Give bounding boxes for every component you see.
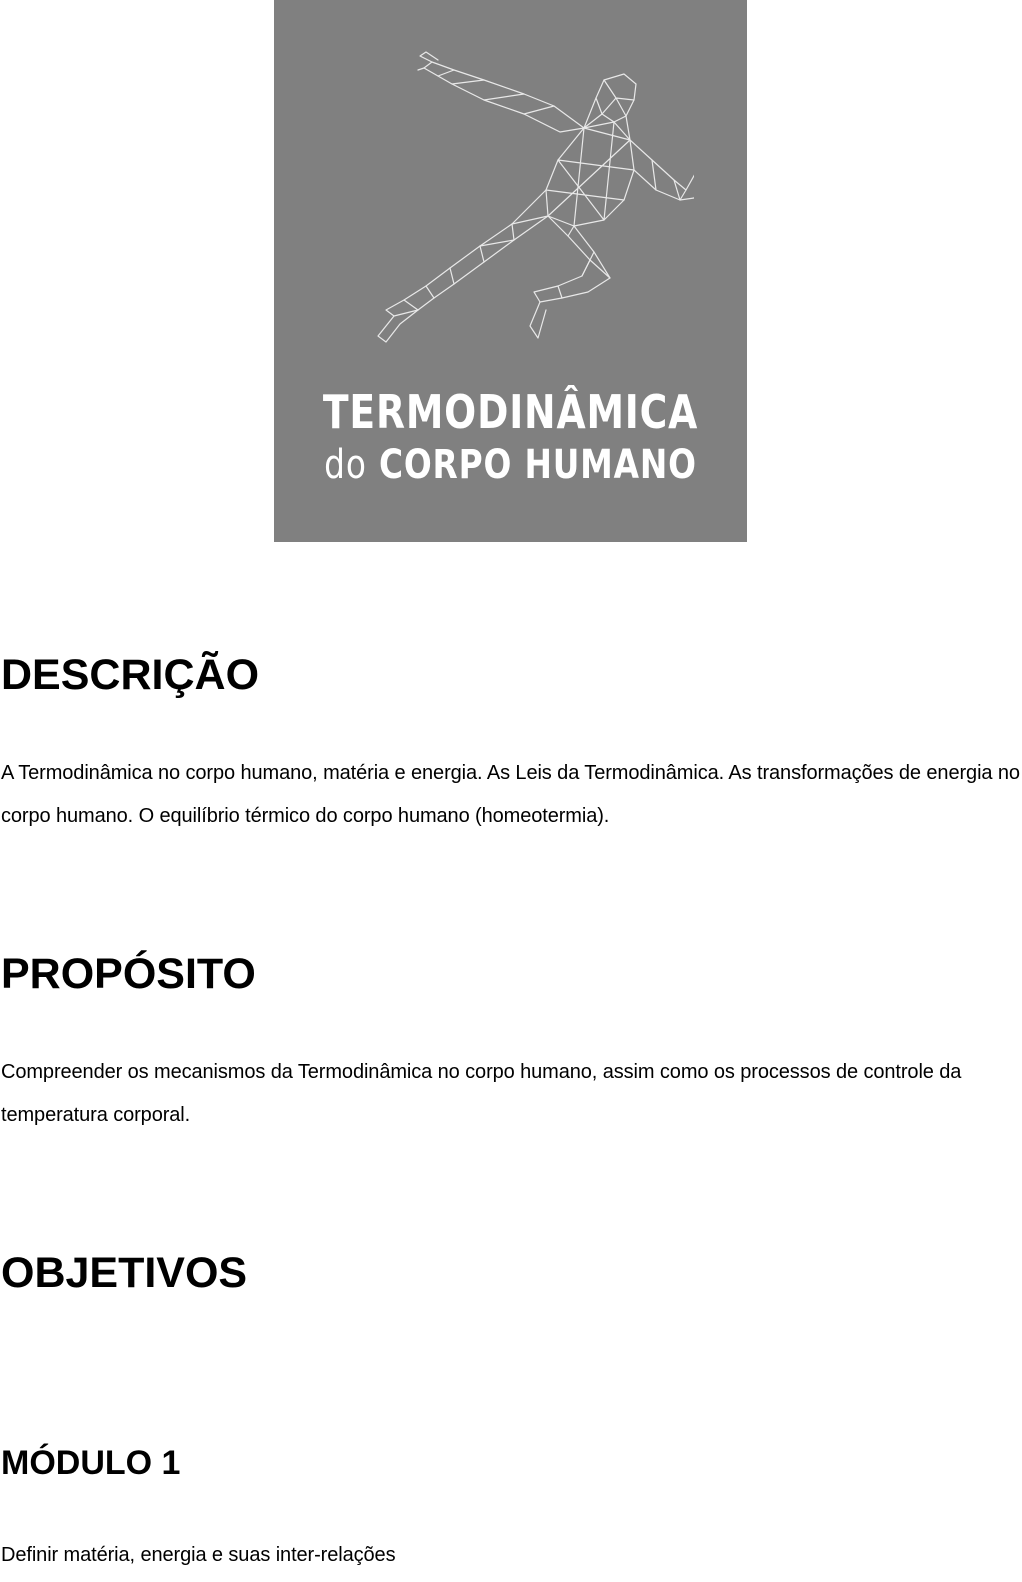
section-text-descricao: A Termodinâmica no corpo humano, matéria e energia. As Leis da Termodinâmica. As transformações de energia no corpo humano. O equilíbrio térmico do corpo humano (homeotermia). <box>1 762 1020 827</box>
cover-title-prefix: do <box>324 442 367 488</box>
section-heading-proposito: PROPÓSITO <box>1 950 256 998</box>
cover-image <box>274 0 747 542</box>
module-text-1: Definir matéria, energia e suas inter-relações <box>1 1544 396 1566</box>
cover-title-line2 <box>317 440 705 490</box>
section-heading-objetivos: OBJETIVOS <box>1 1249 248 1297</box>
module-heading-1: MÓDULO 1 <box>1 1444 181 1482</box>
section-heading-descricao: DESCRIÇÃO <box>1 651 260 699</box>
section-text-proposito: Compreender os mecanismos da Termodinâmica no corpo humano, assim como os processos de controle da temperatura corporal. <box>1 1061 962 1126</box>
running-man-wireframe-icon <box>334 40 694 350</box>
cover-title-line1: TERMODINÂMICA <box>322 385 699 439</box>
cover-title-main: CORPO HUMANO <box>378 442 697 488</box>
